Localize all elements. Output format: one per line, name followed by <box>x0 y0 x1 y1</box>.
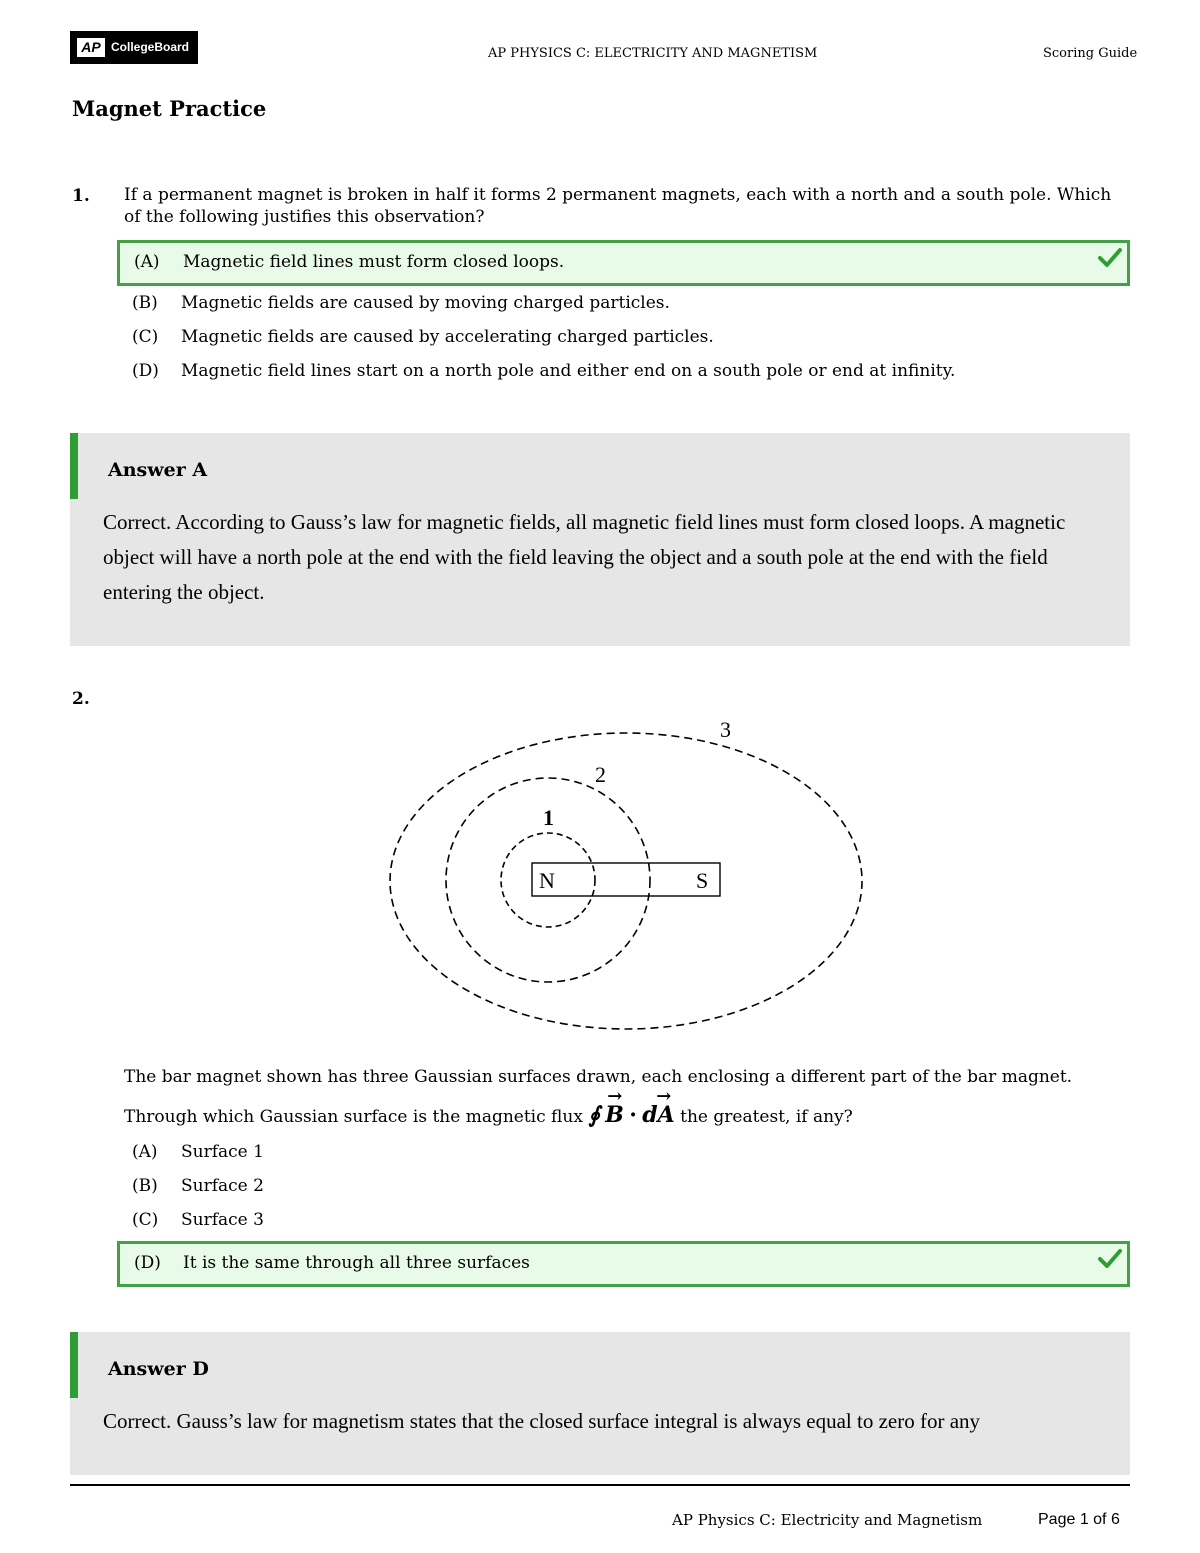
surface-2-label: 2 <box>595 762 606 787</box>
option-text: Surface 1 <box>181 1142 264 1162</box>
option-letter: (B) <box>132 1176 158 1196</box>
surface-3-label: 3 <box>720 717 731 742</box>
answer-explanation: Correct. Gauss’s law for magnetism states that the closed surface integral is always equal to zero for any <box>103 1409 981 1433</box>
q1-option-b[interactable] <box>118 289 1128 319</box>
q1-option-c[interactable] <box>118 323 1128 353</box>
question-2-number: 2. <box>72 689 90 709</box>
flux-dot: · <box>629 1102 637 1128</box>
south-pole-label: S <box>696 868 709 893</box>
answer-box-q2 <box>70 1332 1130 1475</box>
footer-course-name: AP Physics C: Electricity and Magnetism <box>672 1511 983 1529</box>
flux-vector-da: → dA <box>642 1086 675 1128</box>
question-2-text-line2 <box>124 1086 853 1128</box>
ap-logo-mark: AP <box>77 38 105 57</box>
option-letter: (A) <box>134 252 160 272</box>
vector-arrow-icon: → <box>607 1086 623 1107</box>
header-course-title: AP PHYSICS C: ELECTRICITY AND MAGNETISM <box>488 46 818 61</box>
q2-option-c[interactable] <box>118 1206 1128 1236</box>
answer-accent-bar <box>70 433 78 499</box>
option-text: Magnetic fields are caused by accelerating charged particles. <box>181 327 714 347</box>
option-letter: (D) <box>132 361 159 381</box>
ap-collegeboard-logo <box>70 31 198 64</box>
bar-magnet <box>532 863 720 896</box>
q2-option-d[interactable] <box>117 1241 1130 1287</box>
q2-option-a[interactable] <box>118 1138 1128 1168</box>
footer-divider <box>70 1484 1130 1486</box>
option-text: Magnetic field lines start on a north pole and either end on a south pole or end at infinity. <box>181 361 956 381</box>
option-text: Surface 2 <box>181 1176 264 1196</box>
option-letter: (A) <box>132 1142 158 1162</box>
footer-page-number: Page 1 of 6 <box>1038 1511 1120 1528</box>
option-text: Magnetic fields are caused by moving charged particles. <box>181 293 670 313</box>
q2-option-b[interactable] <box>118 1172 1128 1202</box>
question-2-text-post: the greatest, if any? <box>680 1107 853 1127</box>
answer-title: Answer D <box>108 1358 209 1380</box>
option-letter: (D) <box>134 1253 161 1273</box>
checkmark-icon <box>1097 245 1123 271</box>
question-1-number: 1. <box>72 186 90 206</box>
vector-arrow-icon: → <box>656 1086 672 1107</box>
surface-1-label: 1 <box>543 805 554 830</box>
option-letter: (B) <box>132 293 158 313</box>
answer-title: Answer A <box>108 459 208 481</box>
flux-integral-symbol: ∮ <box>588 1102 600 1128</box>
question-1-text: If a permanent magnet is broken in half it forms 2 permanent magnets, each with a north and a south pole. Which of the following justifies this observation? <box>124 185 1112 227</box>
question-2-text-pre: Through which Gaussian surface is the magnetic flux <box>124 1107 583 1127</box>
option-text: It is the same through all three surfaces <box>183 1253 530 1273</box>
q1-option-a[interactable] <box>117 240 1130 286</box>
answer-box-q1 <box>70 433 1130 646</box>
flux-vector-b: → B <box>605 1086 624 1128</box>
checkmark-icon <box>1097 1246 1123 1272</box>
gaussian-surface-3 <box>390 733 862 1029</box>
option-letter: (C) <box>132 1210 159 1230</box>
answer-explanation: Correct. According to Gauss’s law for magnetic fields, all magnetic field lines must form closed loops. A magnetic object will have a north pole at the end with the field leaving the object and a south pole at the end with the field entering the object. <box>103 510 1066 604</box>
question-2-text-line1: The bar magnet shown has three Gaussian surfaces drawn, each enclosing a different part of the bar magnet. <box>124 1067 1073 1087</box>
answer-accent-bar <box>70 1332 78 1398</box>
page-title: Magnet Practice <box>72 96 267 121</box>
option-letter: (C) <box>132 327 159 347</box>
option-text: Magnetic field lines must form closed loops. <box>183 252 565 272</box>
header-scoring-guide: Scoring Guide <box>1043 46 1138 61</box>
collegeboard-logo-text: CollegeBoard <box>111 40 190 54</box>
gaussian-surfaces-figure <box>380 710 880 1040</box>
q1-option-d[interactable] <box>118 357 1128 387</box>
option-text: Surface 3 <box>181 1210 264 1230</box>
north-pole-label: N <box>539 868 555 893</box>
